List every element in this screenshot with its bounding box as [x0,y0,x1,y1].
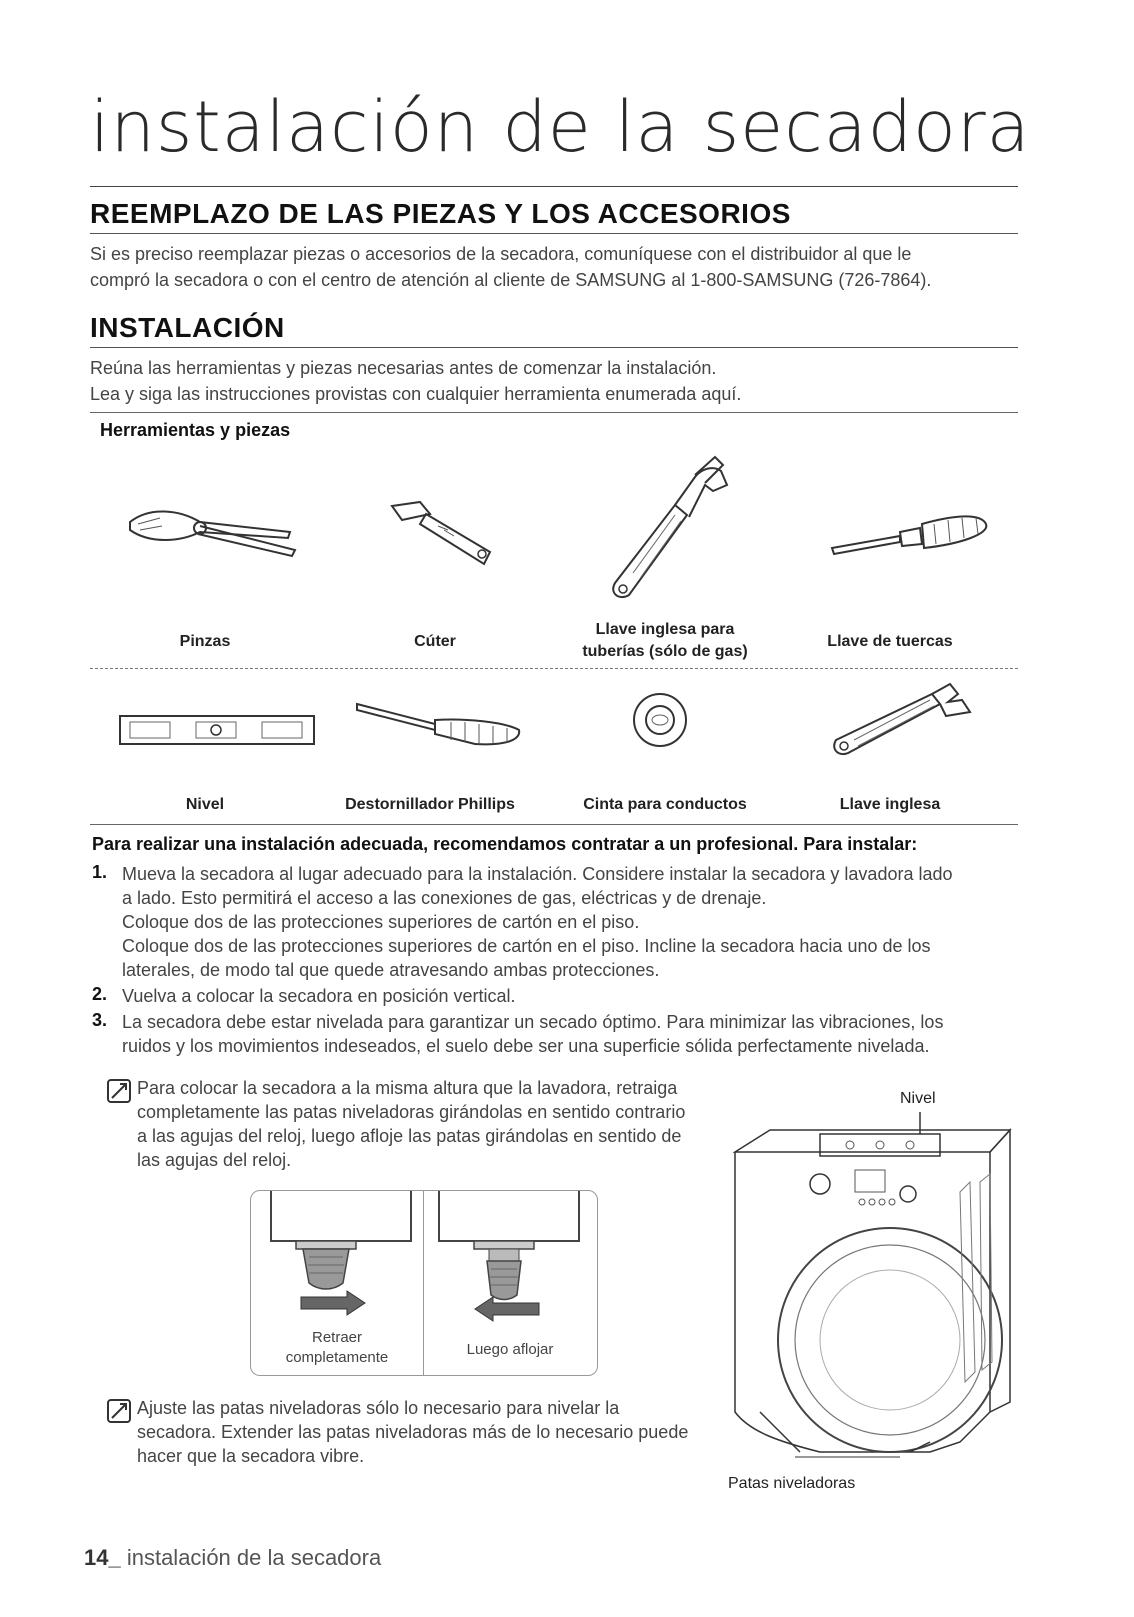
dryer-illustration [730,1112,1020,1472]
instalacion-line-2: Lea y siga las instrucciones provistas con cualquier herramienta enumerada aquí. [90,384,742,404]
section-heading-reemplazo: REEMPLAZO DE LAS PIEZAS Y LOS ACCESORIOS [90,198,791,229]
leveling-feet-figure [250,1190,598,1376]
tools-bottom-rule [90,824,1018,825]
step-3-line-2: ruidos y los movimientos indeseados, el suelo debe ser una superficie sólida perfectamente nivelada. [122,1036,930,1056]
section-heading-instalacion: INSTALACIÓN [90,312,285,343]
step-1-line-1: Mueva la secadora al lugar adecuado para la instalación. Considere instalar la secadora y lavadora lado [122,864,953,884]
step-1-line-2: a lado. Esto permitirá el acceso a las conexiones de gas, eléctricas y de drenaje. [122,888,767,908]
page-footer [84,1545,381,1571]
loosen-foot-icon [429,1191,589,1331]
tool-label-pinzas: Pinzas [179,633,231,650]
tools-top-rule [90,412,1018,413]
step-number: 2. [92,984,108,1004]
tools-heading: Herramientas y piezas [100,420,291,440]
pliers-icon [120,500,300,560]
tool-label-cuter: Cúter [414,633,456,650]
dashed-divider [90,668,1018,669]
duct-tape-icon [630,690,690,750]
step-1-line-3: Coloque dos de las protecciones superiores de cartón en el piso. [122,912,640,932]
note1-line-1: Para colocar la secadora a la misma altura que la lavadora, retraiga [137,1078,678,1098]
step-3-line-1: La secadora debe estar nivelada para garantizar un secado óptimo. Para minimizar las vibraciones, los [122,1012,944,1032]
reemplazo-line-1: Si es preciso reemplazar piezas o accesorios de la secadora, comuníquese con el distribuidor al que le [90,244,912,264]
tool-label-llave-tuercas: Llave de tuercas [827,633,953,650]
nut-driver-icon [830,510,990,560]
note2-line-2: secadora. Extender las patas niveladoras más de lo necesario puede [137,1422,689,1442]
note-icon [106,1398,132,1424]
utility-knife-icon [390,500,500,570]
step-2-line-1: Vuelva a colocar la secadora en posición vertical. [122,986,516,1006]
tool-label-llave-inglesa: Llave inglesa [839,796,941,813]
screwdriver-icon [355,700,525,750]
label-nivel: Nivel [900,1090,936,1107]
title-rule [90,186,1018,187]
note1-line-2: completamente las patas niveladoras girándolas en sentido contrario [137,1102,686,1122]
pipe-wrench-icon [605,455,735,605]
reemplazo-line-2: compró la secadora o con el centro de atención al cliente de SAMSUNG al 1-800-SAMSUNG (726-7864). [90,270,932,290]
step-number: 1. [92,862,108,882]
caption-retraer: Retraer [311,1329,363,1346]
instalacion-line-1: Reúna las herramientas y piezas necesarias antes de comenzar la instalación. [90,358,717,378]
caption-completamente: completamente [285,1349,389,1366]
footer-text: instalación de la secadora [120,1545,382,1570]
retract-foot-icon [261,1191,421,1331]
page-title: instalación de la secadora [90,86,1031,168]
tool-label-cinta: Cinta para conductos [583,796,747,813]
step-1-line-5: laterales, de modo tal que quede atravesando ambas protecciones. [122,960,660,980]
note2-line-3: hacer que la secadora vibre. [137,1446,365,1466]
tool-label-llave-tuberias-2: tuberías (sólo de gas) [582,643,748,660]
note1-line-3: a las agujas del reloj, luego afloje las patas girándolas en sentido de [137,1126,682,1146]
tool-label-destornillador: Destornillador Phillips [345,796,515,813]
page-number: 14_ [84,1545,121,1570]
tool-label-nivel: Nivel [185,796,225,813]
adjustable-wrench-icon [830,680,980,760]
tool-label-llave-tuberias-1: Llave inglesa para [595,621,735,638]
caption-luego-aflojar: Luego aflojar [466,1341,554,1358]
step-number: 3. [92,1010,108,1030]
section-rule [90,347,1018,348]
note1-line-4: las agujas del reloj. [137,1150,292,1170]
level-icon [118,710,318,750]
step-1-line-4: Coloque dos de las protecciones superiores de cartón en el piso. Incline la secadora hacia uno de los [122,936,931,956]
note-icon [106,1078,132,1104]
label-patas-niveladoras: Patas niveladoras [728,1475,856,1492]
note2-line-1: Ajuste las patas niveladoras sólo lo necesario para nivelar la [137,1398,620,1418]
section-rule [90,233,1018,234]
install-heading: Para realizar una instalación adecuada, recomendamos contratar a un profesional. Para instalar: [92,834,918,854]
